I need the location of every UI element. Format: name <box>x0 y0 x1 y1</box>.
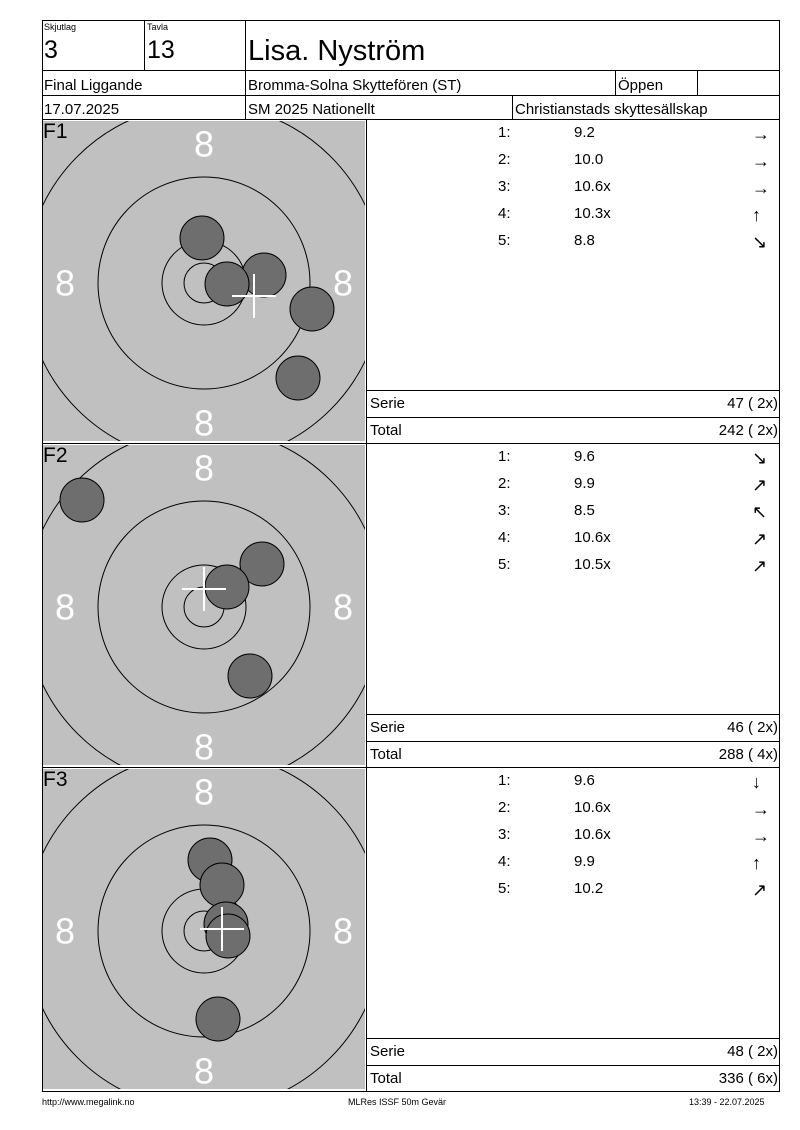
event-name: Final Liggande <box>44 77 143 94</box>
shot-hole <box>200 863 244 907</box>
ring-label-bottom: 8 <box>193 726 215 765</box>
header-divider <box>245 20 246 120</box>
shot-value: 10.6x <box>574 178 611 195</box>
shot-direction-arrow-icon: ↘ <box>752 448 768 468</box>
series-label: F2 <box>43 444 68 467</box>
footer-timestamp: 13:39 - 22.07.2025 <box>689 1097 765 1107</box>
shot-hole <box>205 262 249 306</box>
shot-direction-arrow-icon: ↗ <box>752 529 768 549</box>
shot-number: 2: <box>498 475 511 492</box>
header-divider <box>512 95 513 120</box>
shot-direction-arrow-icon: ↖ <box>752 502 768 522</box>
tavla-value: 13 <box>147 36 175 64</box>
shot-direction-arrow-icon: → <box>752 826 770 846</box>
series-label: F3 <box>43 768 68 791</box>
shot-value: 8.8 <box>574 232 595 249</box>
ring-label-top: 8 <box>193 447 215 489</box>
footer-url: http://www.megalink.no <box>42 1097 135 1107</box>
shot-number: 1: <box>498 448 511 465</box>
shot-value: 9.6 <box>574 772 595 789</box>
footer-software: MLRes ISSF 50m Gevär <box>348 1097 447 1107</box>
shot-direction-arrow-icon: → <box>752 178 770 198</box>
shot-direction-arrow-icon: → <box>752 799 770 819</box>
row-divider <box>366 1038 780 1039</box>
header-divider <box>42 95 780 96</box>
shot-number: 3: <box>498 178 511 195</box>
serie-row-value: 48 ( 2x) <box>727 1043 778 1060</box>
shot-value: 10.6x <box>574 799 611 816</box>
shot-hole <box>206 914 250 958</box>
ring-label-top: 8 <box>193 771 215 813</box>
ring-label-top: 8 <box>193 123 215 165</box>
skjutlag-label: Skjutlag <box>44 22 77 32</box>
shot-number: 3: <box>498 502 511 519</box>
row-divider <box>366 1065 780 1066</box>
shot-hole <box>196 997 240 1041</box>
row-divider <box>366 417 780 418</box>
shot-number: 4: <box>498 205 511 222</box>
target-image <box>43 769 365 1089</box>
series-divider <box>366 444 367 768</box>
row-divider <box>366 390 780 391</box>
header-divider <box>697 70 698 95</box>
shot-number: 4: <box>498 853 511 870</box>
serie-row-value: 47 ( 2x) <box>727 395 778 412</box>
row-divider <box>366 741 780 742</box>
series-divider <box>366 768 367 1092</box>
shot-value: 10.5x <box>574 556 611 573</box>
shot-number: 1: <box>498 124 511 141</box>
ring-label-right: 8 <box>332 262 354 304</box>
shot-number: 5: <box>498 880 511 897</box>
shot-hole <box>180 216 224 260</box>
total-row-label: Total <box>370 1070 402 1087</box>
shot-hole <box>290 287 334 331</box>
serie-row-label: Serie <box>370 719 406 736</box>
organizer-name: Christianstads skyttesällskap <box>515 101 708 118</box>
total-row-value: 288 ( 4x) <box>718 746 778 763</box>
club-name: Bromma-Solna Skyttefören (ST) <box>248 77 462 94</box>
shot-direction-arrow-icon: ↑ <box>752 205 761 225</box>
shot-number: 1: <box>498 772 511 789</box>
header-divider <box>42 70 780 71</box>
header-divider <box>144 20 145 70</box>
target-image <box>43 445 365 765</box>
shot-value: 9.2 <box>574 124 595 141</box>
tavla-label: Tavla <box>147 22 169 32</box>
shot-number: 5: <box>498 556 511 573</box>
shot-value: 10.3x <box>574 205 611 222</box>
shot-number: 4: <box>498 529 511 546</box>
shot-hole <box>276 356 320 400</box>
target-image <box>43 121 365 441</box>
shot-number: 3: <box>498 826 511 843</box>
skjutlag-value: 3 <box>44 36 58 64</box>
shot-hole <box>60 478 104 522</box>
ring-label-right: 8 <box>332 910 354 952</box>
ring-label-left: 8 <box>54 910 76 952</box>
shot-value: 9.6 <box>574 448 595 465</box>
shot-direction-arrow-icon: ↗ <box>752 556 768 576</box>
competition-date: 17.07.2025 <box>44 101 120 118</box>
ring-label-left: 8 <box>54 586 76 628</box>
shot-direction-arrow-icon: ↓ <box>752 772 761 792</box>
total-row-label: Total <box>370 422 402 439</box>
total-row-label: Total <box>370 746 402 763</box>
total-row-value: 336 ( 6x) <box>718 1070 778 1087</box>
competition-name: SM 2025 Nationellt <box>248 101 375 118</box>
shot-direction-arrow-icon: → <box>752 124 770 144</box>
serie-row-label: Serie <box>370 1043 406 1060</box>
serie-row-value: 46 ( 2x) <box>727 719 778 736</box>
ring-label-bottom: 8 <box>193 1050 215 1089</box>
shot-value: 10.2 <box>574 880 604 897</box>
class-name: Öppen <box>618 77 664 94</box>
shot-value: 9.9 <box>574 475 595 492</box>
shot-direction-arrow-icon: ↑ <box>752 853 761 873</box>
ring-label-right: 8 <box>332 586 354 628</box>
shooter-name: Lisa. Nyström <box>248 35 426 67</box>
shot-hole <box>228 654 272 698</box>
shot-value: 8.5 <box>574 502 595 519</box>
shot-number: 5: <box>498 232 511 249</box>
shot-value: 10.6x <box>574 529 611 546</box>
shot-direction-arrow-icon: → <box>752 151 770 171</box>
series-divider <box>366 120 367 444</box>
shot-direction-arrow-icon: ↗ <box>752 475 768 495</box>
ring-label-left: 8 <box>54 262 76 304</box>
shot-direction-arrow-icon: ↗ <box>752 880 768 900</box>
shot-value: 10.0 <box>574 151 604 168</box>
total-row-value: 242 ( 2x) <box>718 422 778 439</box>
shot-direction-arrow-icon: ↘ <box>752 232 768 252</box>
shot-value: 10.6x <box>574 826 611 843</box>
shot-number: 2: <box>498 799 511 816</box>
series-label: F1 <box>43 120 68 143</box>
shot-value: 9.9 <box>574 853 595 870</box>
target-background <box>43 121 365 441</box>
shot-hole <box>242 253 286 297</box>
ring-label-bottom: 8 <box>193 402 215 441</box>
shot-number: 2: <box>498 151 511 168</box>
header-divider <box>615 70 616 95</box>
shot-hole <box>205 565 249 609</box>
row-divider <box>366 714 780 715</box>
serie-row-label: Serie <box>370 395 406 412</box>
